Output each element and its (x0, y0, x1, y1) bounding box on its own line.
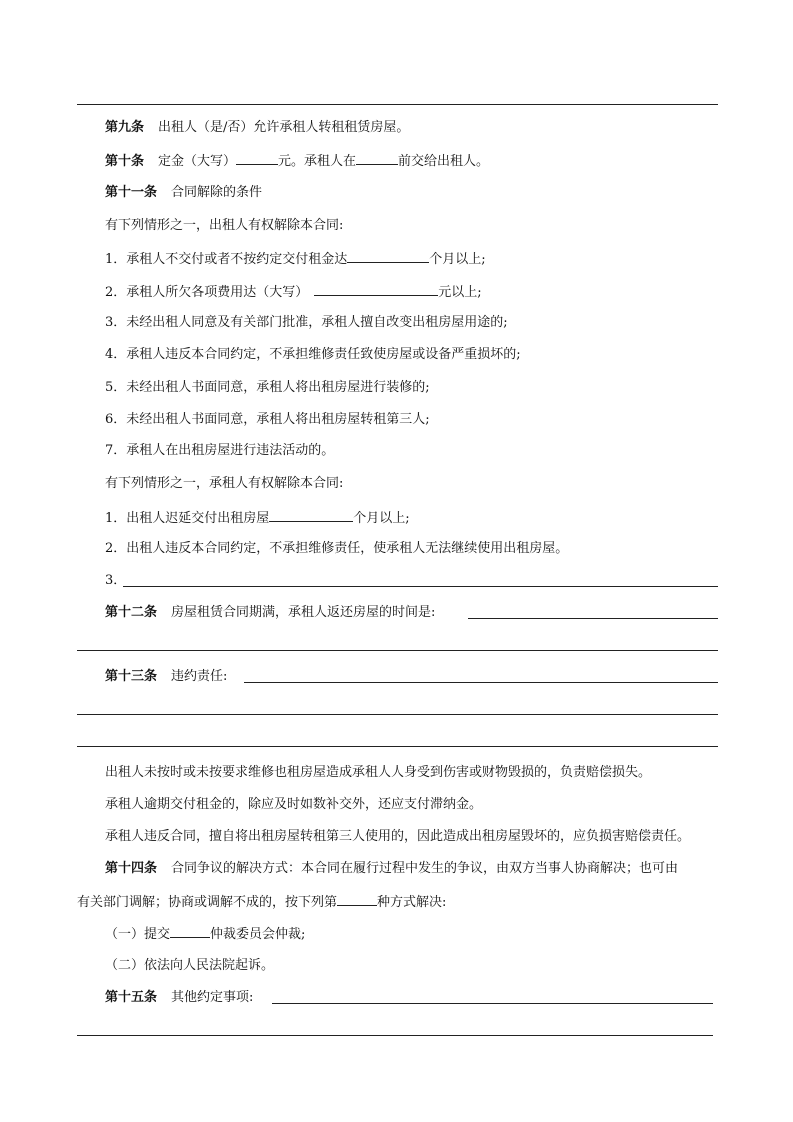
article-9-label: 第九条 (105, 120, 145, 135)
liability-para-2: 承租人逾期交付租金的，除应及时如数补交外，还应支付滞纳金。 (105, 797, 483, 812)
article-15-label: 第十五条 (105, 990, 158, 1005)
lessee-item-3-blank[interactable] (123, 586, 718, 587)
resolution-method-blank[interactable] (337, 891, 377, 906)
delivery-months-blank[interactable] (269, 507, 353, 522)
other-terms-blank[interactable] (272, 1003, 713, 1004)
article-14-cont-suffix: 种方式解决: (377, 895, 447, 910)
lessee-item-1-text: 1．出租人迟延交付出租房屋 (105, 511, 270, 526)
article-15-text: 其他约定事项: (171, 990, 254, 1005)
lessor-item-7: 7．承租人在出租房屋进行违法活动的。 (105, 443, 335, 458)
lessee-item-3-number: 3． (105, 573, 127, 588)
other-terms-blank-line-2[interactable] (77, 1035, 713, 1036)
lessee-item-3 (105, 571, 718, 591)
arbitration-committee-blank[interactable] (170, 923, 210, 938)
article-10 (105, 150, 718, 170)
lessee-item-2: 2．出租人违反本合同约定，不承担维修责任，使承租人无法继续使用出租房屋。 (105, 541, 569, 556)
lessor-item-2 (105, 281, 718, 301)
article-9-text: 出租人（是/否）允许承租人转租租赁房屋。 (158, 120, 410, 135)
deposit-amount-blank[interactable] (236, 150, 278, 165)
lessor-item-6: 6．未经出租人书面同意，承租人将出租房屋转租第三人; (105, 412, 430, 427)
article-14-cont (77, 891, 718, 911)
article-9 (105, 118, 718, 138)
article-14-cont-text: 有关部门调解；协商或调解不成的，按下列第 (77, 895, 338, 910)
option-1-suffix: 仲裁委员会仲裁; (210, 927, 306, 942)
lessee-intro: 有下列情形之一，承租人有权解除本合同: (105, 476, 344, 491)
fees-amount-blank[interactable] (314, 281, 438, 296)
article-10-label: 第十条 (105, 154, 145, 169)
article-12-label: 第十二条 (105, 605, 158, 620)
lessee-item-1 (105, 507, 718, 527)
liability-blank-line-2[interactable] (77, 714, 718, 715)
article-14-text: 合同争议的解决方式：本合同在履行过程中发生的争议，由双方当事人协商解决；也可由 (171, 861, 679, 876)
lessor-item-2-text: 2．承租人所欠各项费用达（大写） (105, 285, 309, 300)
article-11 (105, 183, 718, 203)
deposit-amount-label: 定金（大写） (158, 154, 237, 169)
return-time-blank-line-2[interactable] (77, 650, 718, 651)
article-11-title: 合同解除的条件 (171, 185, 263, 200)
lessor-intro: 有下列情形之一，出租人有权解除本合同: (105, 218, 344, 233)
article-14-label: 第十四条 (105, 861, 158, 876)
deposit-recipient-text: 前交给出租人。 (398, 154, 490, 169)
liability-blank-line-3[interactable] (77, 746, 718, 747)
liability-blank[interactable] (244, 682, 718, 683)
liability-para-3: 承租人违反合同，擅自将出租房屋转租第三人使用的，因此造成出租房屋毁坏的，应负损害赔偿责任。 (105, 829, 691, 844)
lessee-item-1-suffix: 个月以上; (353, 511, 410, 526)
article-11-label: 第十一条 (105, 185, 158, 200)
lessor-item-1-suffix: 个月以上; (429, 252, 486, 267)
article-12-text: 房屋租赁合同期满，承租人返还房屋的时间是: (171, 605, 436, 620)
lessor-item-5: 5．未经出租人书面同意，承租人将出租房屋进行装修的; (105, 380, 430, 395)
article-13-text: 违约责任: (171, 669, 228, 684)
liability-para-1: 出租人未按时或未按要求维修也租房屋造成承租人人身受到伤害或财物毁损的，负责赔偿损失。 (105, 765, 652, 780)
lessor-item-1 (105, 248, 718, 268)
article-12 (105, 603, 718, 623)
lessor-item-2-suffix: 元以上; (438, 285, 482, 300)
resolution-option-1 (105, 923, 718, 943)
lessor-item-1-text: 1．承租人不交付或者不按约定交付租金达 (105, 252, 348, 267)
option-1-text: （一）提交 (105, 927, 171, 942)
article-13 (105, 667, 718, 687)
return-time-blank[interactable] (468, 618, 718, 619)
lessor-item-4: 4．承租人违反本合同约定，不承担维修责任致使房屋或设备严重损坏的; (105, 347, 521, 362)
article-15 (105, 988, 718, 1008)
lessor-item-3: 3．未经出租人同意及有关部门批准，承租人擅自改变出租房屋用途的; (105, 315, 508, 330)
article-14 (105, 859, 733, 879)
top-rule (77, 104, 718, 105)
article-13-label: 第十三条 (105, 669, 158, 684)
deposit-date-blank[interactable] (356, 150, 398, 165)
resolution-option-2: （二）依法向人民法院起诉。 (105, 958, 275, 973)
deposit-date-label: 元。承租人在 (278, 154, 357, 169)
rent-months-blank[interactable] (347, 248, 429, 263)
